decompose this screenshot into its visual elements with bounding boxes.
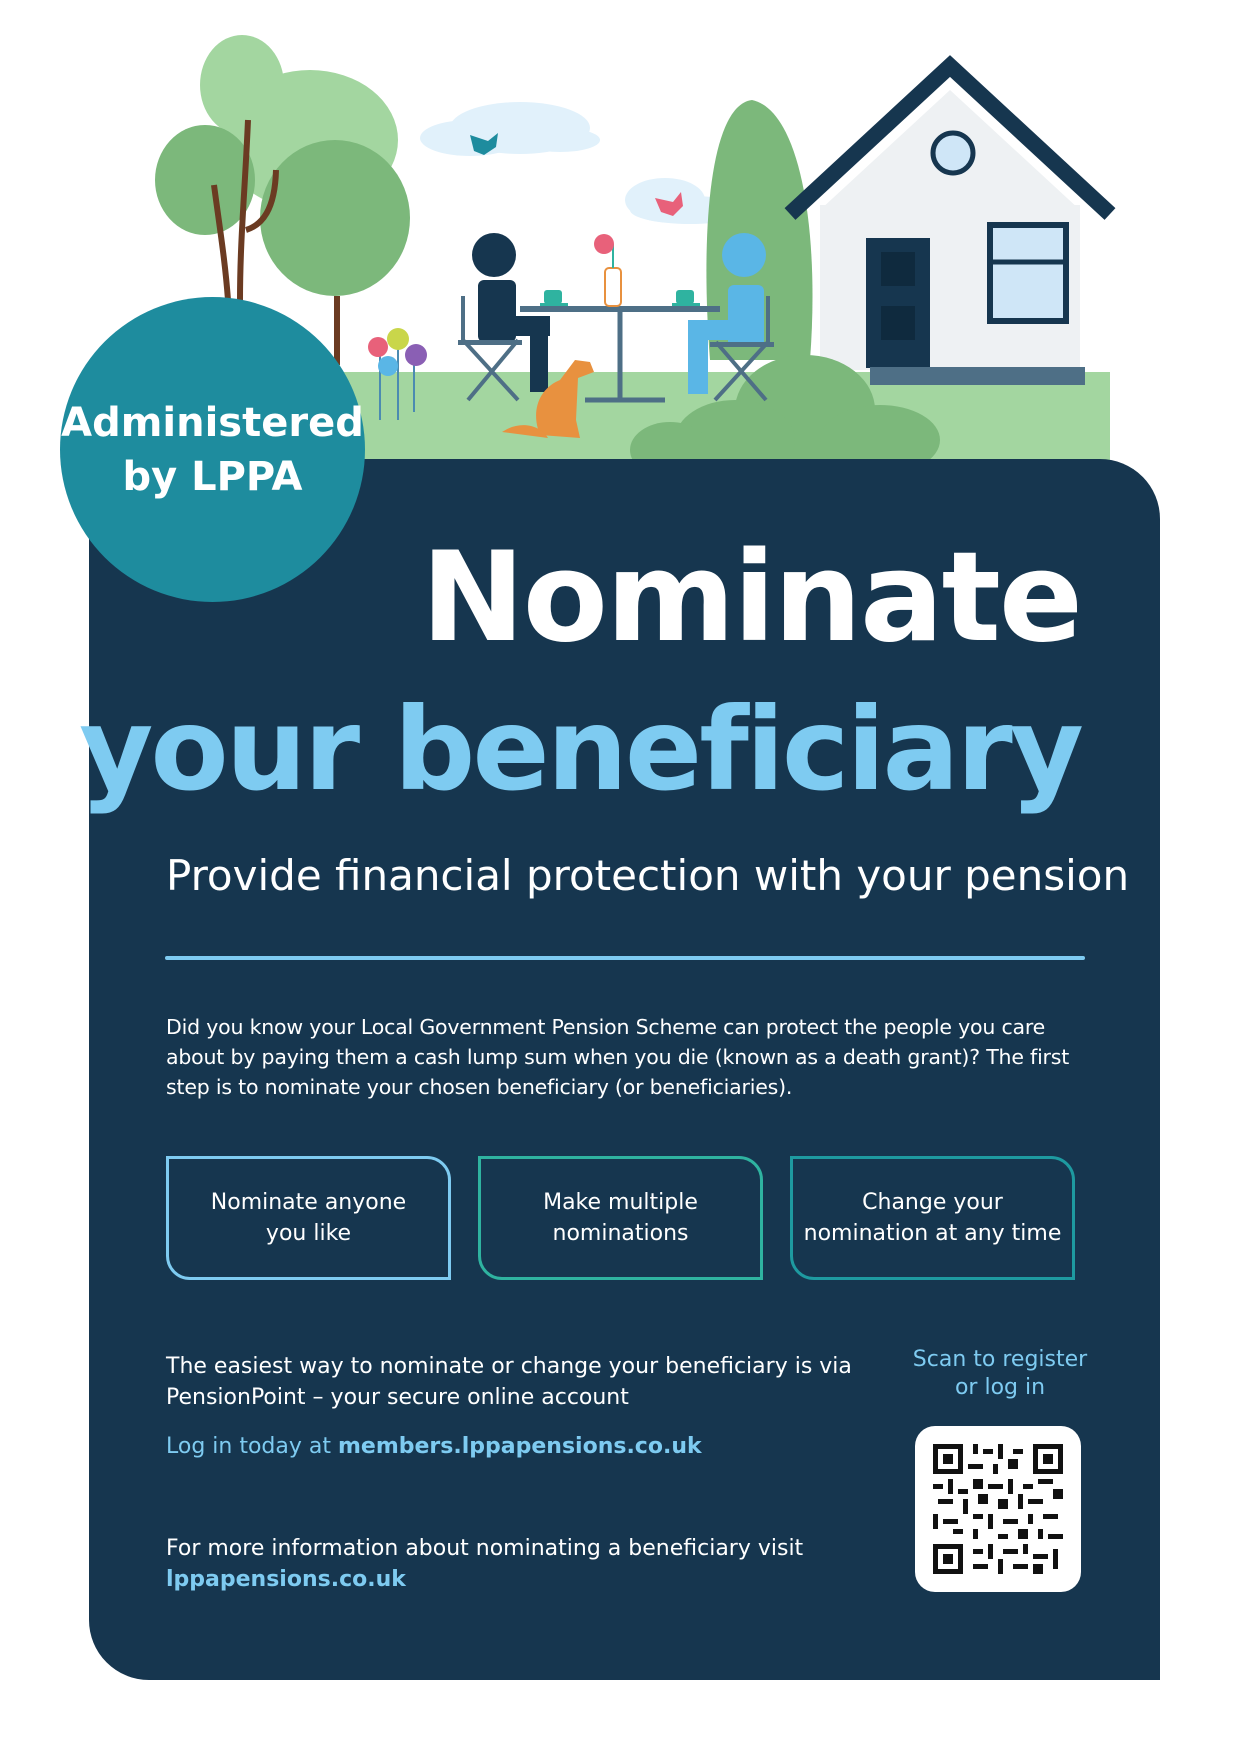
badge-line-1: Administered — [61, 399, 364, 446]
feature-line: nomination at any time — [803, 1221, 1062, 1246]
feature-line: Make multiple — [543, 1190, 698, 1215]
feature-box-multiple-nominations — [478, 1156, 763, 1280]
badge-line-2: by LPPA — [122, 453, 303, 500]
feature-box-nominate-anyone — [166, 1156, 451, 1280]
easiest-way-text: The easiest way to nominate or change your beneficiary is via PensionPoint – your secure online account — [166, 1354, 852, 1410]
scan-line-2: or log in — [954, 1375, 1046, 1400]
more-info-prefix: For more information about nominating a beneficiary visit — [166, 1536, 804, 1561]
intro-paragraph: Did you know your Local Government Pension Scheme can protect the people you care about by paying them a cash lump sum when you die (known as a death grant)? The first step is to nominate your chosen beneficiary (or beneficiaries). — [166, 1015, 1070, 1099]
members-link[interactable]: members.lppapensions.co.uk — [337, 1434, 702, 1459]
cloud-illustration — [420, 102, 750, 224]
more-info-text — [166, 1533, 866, 1595]
login-prefix: Log in today at — [166, 1434, 338, 1459]
login-line — [166, 1431, 702, 1462]
house-illustration — [790, 66, 1110, 385]
scan-instruction — [905, 1346, 1095, 1402]
qr-code-card[interactable] — [915, 1426, 1081, 1592]
headline-line-1: Nominate — [420, 526, 1081, 670]
scan-line-1: Scan to register — [912, 1347, 1088, 1372]
administered-badge — [60, 297, 365, 602]
headline-line-2: your beneficiary — [79, 683, 1081, 816]
divider — [165, 956, 1085, 960]
website-link[interactable]: lppapensions.co.uk — [166, 1567, 406, 1592]
feature-line: Nominate anyone — [210, 1190, 407, 1215]
feature-line: Change your — [862, 1190, 1003, 1215]
qr-code-icon — [933, 1444, 1063, 1574]
feature-line: nominations — [552, 1221, 689, 1246]
subtitle: Provide financial protection with your pension — [166, 851, 1130, 900]
feature-line: you like — [265, 1221, 352, 1246]
feature-box-change-nomination — [790, 1156, 1075, 1280]
